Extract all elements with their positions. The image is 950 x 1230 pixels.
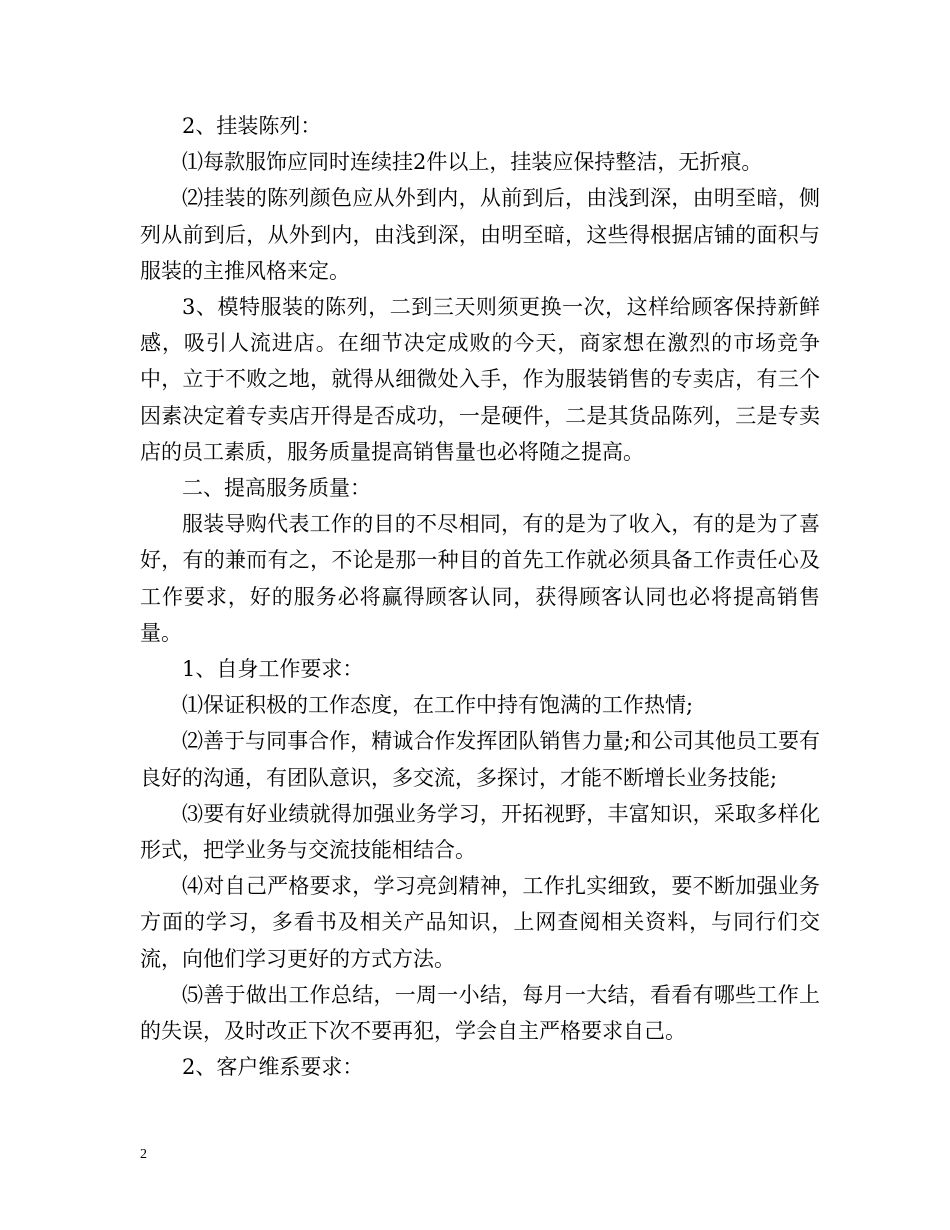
paragraph: 3、模特服装的陈列，二到三天则须更换一次，这样给顾客保持新鲜感，吸引人流进店。在细节决定成败的今天，商家想在激烈的市场竞争中，立于不败之地，就得从细微处入手，作为服装销售的专卖店，有三个因素决定着专卖店开得是否成功，一是硬件，二是其货品陈列，三是专卖店的员工素质，服务质量提高销售量也必将随之提高。 (140, 295, 820, 464)
page-number: 2 (140, 1147, 147, 1162)
section-heading: 2、挂装陈列： (182, 114, 322, 138)
paragraph: ⑸善于做出工作总结，一周一小结，每月一大结，看看有哪些工作上的失误，及时改正下次不要再犯，学会自主严格要求自己。 (140, 982, 820, 1044)
section-heading: 1、自身工作要求： (182, 657, 364, 682)
paragraph: ⑷对自己严格要求，学习亮剑精神，工作扎实细致，要不断加强业务方面的学习，多看书及相关产品知识，上网查阅相关资料，与同行们交流，向他们学习更好的方式方法。 (140, 874, 820, 971)
document-body (140, 108, 820, 1085)
paragraph: ⑵善于与同事合作，精诚合作发挥团队销售力量;和公司其他员工要有良好的沟通，有团队意识，多交流，多探讨，才能不断增长业务技能; (140, 729, 820, 790)
paragraph: ⑶要有好业绩就得加强业务学习，开拓视野，丰富知识，采取多样化形式，把学业务与交流技能相结合。 (140, 801, 820, 863)
paragraph: ⑴保证积极的工作态度，在工作中持有饱满的工作热情; (182, 693, 694, 718)
section-heading: 二、提高服务质量： (182, 476, 371, 501)
paragraph: ⑵挂装的陈列颜色应从外到内，从前到后，由浅到深，由明至暗，侧列从前到后，从外到内，由浅到深，由明至暗，这些得根据店铺的面积与服装的主推风格来定。 (140, 186, 820, 283)
paragraph: 服装导购代表工作的目的不尽相同，有的是为了收入，有的是为了喜好，有的兼而有之，不论是那一种目的首先工作就必须具备工作责任心及工作要求，好的服务必将赢得顾客认同，获得顾客认同也必将提高销售量。 (140, 512, 820, 645)
paragraph: ⑴每款服饰应同时连续挂2件以上，挂装应保持整洁，无折痕。 (182, 150, 763, 175)
section-heading: 2、客户维系要求： (182, 1055, 364, 1080)
